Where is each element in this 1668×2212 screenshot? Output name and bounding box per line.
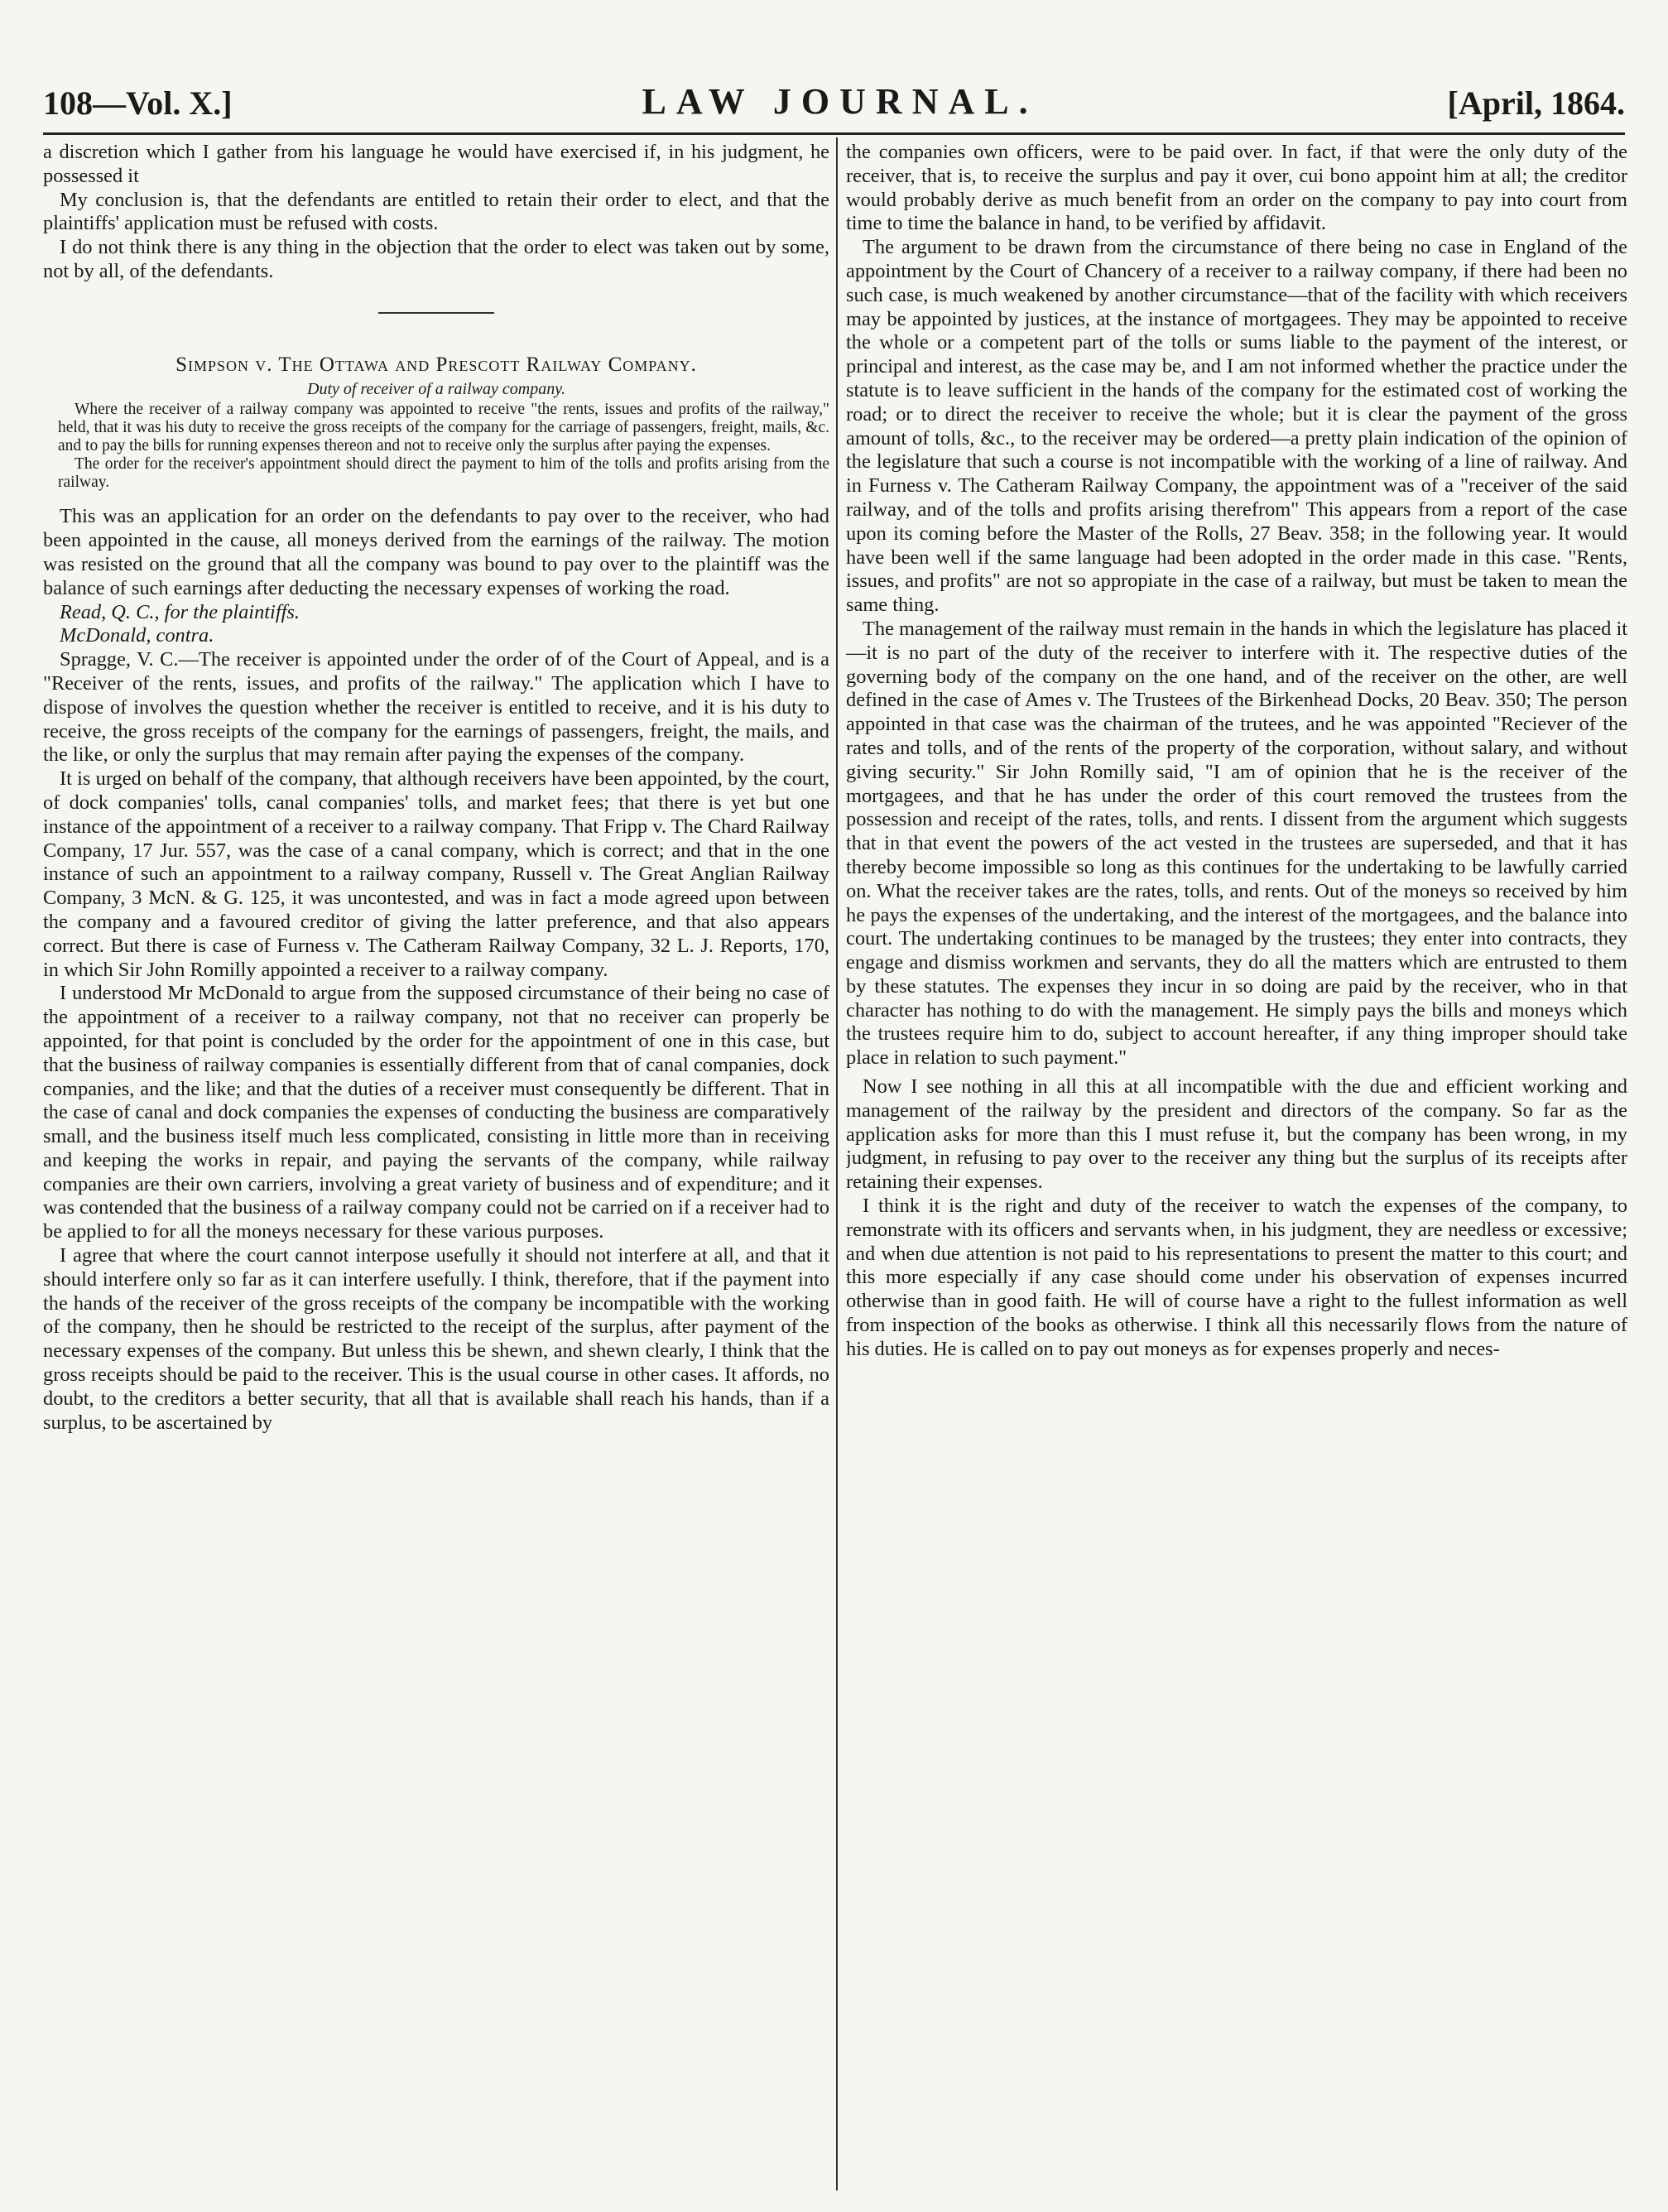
paragraph: I agree that where the court cannot interpose usefully it should not interfere at all, and that it should interfere only so far as it can interfere usefully. I think, therefore, that if the payment into the hands of the receiver of the gross receipts of the company be incompatible with the working of the company, then he should be restricted to the receipt of the surplus, after payment of the necessary expenses of the company. But unless this be shewn, and shewn clearly, I think that the gross receipts should be paid to the receiver. This is the usual course in other cases. It affords, no doubt, to the creditors a better security, that all that is available shall reach his hands, than if a surplus, to be ascertained by xyxy=(43,1244,829,1434)
paragraph: My conclusion is, that the defendants are entitled to retain their order to elect, and that the plaintiffs' application must be refused with costs. xyxy=(43,188,829,235)
headnote: The order for the receiver's appointment should direct the payment to him of the tolls and profits arising from the railway. xyxy=(58,455,829,492)
paragraph: This was an application for an order on the defendants to pay over to the receiver, who had been appointed in the cause, all moneys derived from the earnings of the railway. The motion was resisted on the ground that all the company was bound to pay over to the plaintiff was the balance of such earnings after deducting the necessary expenses of working the road. xyxy=(43,505,829,599)
headnote: Where the receiver of a railway company was appointed to receive "the rents, issues and profits of the railway," held, that it was his duty to receive the gross receipts of the company for the carriage of passengers, freight, mails, &c. and to pay the bills for running expenses thereon and not to receive only the surplus after paying the expenses. xyxy=(58,401,829,455)
counsel-line: McDonald, contra. xyxy=(60,624,214,647)
right-column xyxy=(846,141,1627,2177)
paragraph: Now I see nothing in all this at all incompatible with the due and efficient working and management of the railway by the president and directors of the company. So far as the application asks for more than this I must refuse it, but the company has been wrong, in my judgment, in refusing to pay over to the receiver any thing but the surplus of its receipts after retaining their expenses. xyxy=(846,1075,1627,1194)
paragraph: It is urged on behalf of the company, that although receivers have been appointed, by the court, of dock companies' tolls, canal companies' tolls, and market fees; that there is yet but one instance of the appointment of a receiver to a railway company. That Fripp v. The Chard Railway Company, 17 Jur. 557, was the case of a canal company, which is correct; and that in the one instance of such an appointment to a railway company, Russell v. The Great Anglian Railway Company, 3 McN. & G. 125, it was uncontested, and was in fact a mode agreed upon between the company and a favoured creditor of giving the latter preference, and that also appears correct. But there is case of Furness v. The Catheram Railway Company, 32 L. J. Reports, 170, in which Sir John Romilly appointed a receiver to a railway company. xyxy=(43,767,829,981)
paragraph: I understood Mr McDonald to argue from the supposed circumstance of their being no case of the appointment of a receiver to a railway company, not that no receiver can properly be appointed, for that point is concluded by the order for the appointment of one in this case, but that the business of railway companies is essentially different from that of canal companies, dock companies, and the like; and that the duties of a receiver must consequently be different. That in the case of canal and dock companies the expenses of conducting the business are comparatively small, and the business itself much less complicated, consisting in little more than in receiving and keeping the works in repair, and paying the servants of the company, while railway companies are their own carriers, involving a great variety of business and of expenditure; and it was contended that the business of a railway company could not be carried on if a receiver had to be applied to for all the moneys necessary for these various purposes. xyxy=(43,982,829,1243)
journal-title: LAW JOURNAL. xyxy=(642,81,1038,122)
section-rule xyxy=(378,312,494,314)
paragraph: The management of the railway must remain in the hands in which the legislature has placed it—it is no part of the duty of the receiver to interfere with it. The respective duties of the governing body of the company on the one hand, and of the receiver on the other, are well defined in the case of Ames v. The Trustees of the Birkenhead Docks, 20 Beav. 350; The person appointed in that case was the chairman of the trutees, and he was appointed "Reciever of the rates and tolls, and of the rents of the property of the corporation, without salary, and without giving security." Sir John Romilly said, "I am of opinion that he is the receiver of the mortgagees, and that he has under the order of this court removed the trustees from the possession and receipt of the rates, tolls, and rents. I dissent from the argument which suggests that in that event the powers of the act vested in the trustees are superseded, and that it has thereby become impossible so long as this continues for the undertaking to be lawfully carried on. What the receiver takes are the rates, tolls, and rents. Out of the moneys so received by him he pays the expenses of the undertaking, and the interest of the mortgagees, and the balance into court. The undertaking continues to be managed by the trustees; they enter into contracts, they engage and dismiss workmen and servants, they do all the matters which are entrusted to them by these statutes. The expenses they incur in so doing are paid by the receiver, who in that character has nothing to do with the management. He simply pays the bills and moneys which the trustees require him to do, subject to account hereafter, if any thing improper should take place in relation to such payment." xyxy=(846,617,1627,1070)
paragraph: I do not think there is any thing in the objection that the order to elect was taken out by some, not by all, of the defendants. xyxy=(43,236,829,282)
left-column xyxy=(43,141,829,2177)
page-date: [April, 1864. xyxy=(1447,84,1625,122)
case-title: Simpson v. The Ottawa and Prescott Railway Company. xyxy=(175,353,697,376)
page-volume: 108—Vol. X.] xyxy=(43,84,233,122)
column-divider xyxy=(836,137,838,2190)
page-header xyxy=(43,65,1625,123)
paragraph: The argument to be drawn from the circumstance of there being no case in England of the appointment by the Court of Chancery of a receiver to a railway company, if there had been no such case, is much weakened by another circumstance—that of the facility with which receivers may be appointed by justices, at the instance of mortgagees. They may be appointed to receive the whole or a competent part of the tolls or sums liable to the payment of the interest, or principal and interest, as the case may be, and I am not informed whether the practice under the statute is to leave sufficient in the hands of the company for the estimated cost of working the road; or to direct the receiver to receive the whole; but it is clear the payment of the gross amount of tolls, &c., to the receiver may be ordered—a pretty plain indication of the opinion of the legislature that such a course is not incompatible with the working of a line of railway. And in Furness v. The Catheram Railway Company, the appointment was of a "receiver of the said railway, and of the tolls and profits arising therefrom" This appears from a report of the case upon its coming before the Master of the Rolls, 27 Beav. 358; in the following year. It would have been well if the same language had been adopted in the order made in this case. "Rents, issues, and profits" are not so appropiate in the case of a railway, but must be taken to mean the same thing. xyxy=(846,236,1627,617)
paragraph: a discretion which I gather from his language he would have exercised if, in his judgment, he possessed it xyxy=(43,141,829,187)
paragraph: Spragge, V. C.—The receiver is appointed under the order of of the Court of Appeal, and is a "Receiver of the rents, issues, and profits of the railway." The application which I have to dispose of involves the question whether the receiver is entitled to receive, and it is his duty to receive, the gross receipts of the company for the earnings of passengers, freight, the mails, and the like, or only the surplus that may remain after paying the expenses of the company. xyxy=(43,648,829,767)
counsel-line: Read, Q. C., for the plaintiffs. xyxy=(60,600,300,623)
header-rule xyxy=(43,132,1625,135)
paragraph: the companies own officers, were to be paid over. In fact, if that were the only duty of the receiver, that is, to receive the surplus and pay it over, cui bono appoint him at all; the creditor would probably derive as much benefit from an order on the company to pay into court from time to time the balance in hand, to be verified by affidavit. xyxy=(846,141,1627,235)
paragraph: I think it is the right and duty of the receiver to watch the expenses of the company, to remonstrate with its officers and servants when, in his judgment, they are needless or excessive; and when due attention is not paid to his representations to present the matter to this court; and this more especially if any case should come under his observation of expenses incurred otherwise than in good faith. He will of course have a right to the fullest information as well from inspection of the books as otherwise. I think all this necessarily flows from the nature of his duties. He is called on to pay out moneys as for expenses properly and neces- xyxy=(846,1195,1627,1360)
headnote-title: Duty of receiver of a railway company. xyxy=(307,379,565,398)
